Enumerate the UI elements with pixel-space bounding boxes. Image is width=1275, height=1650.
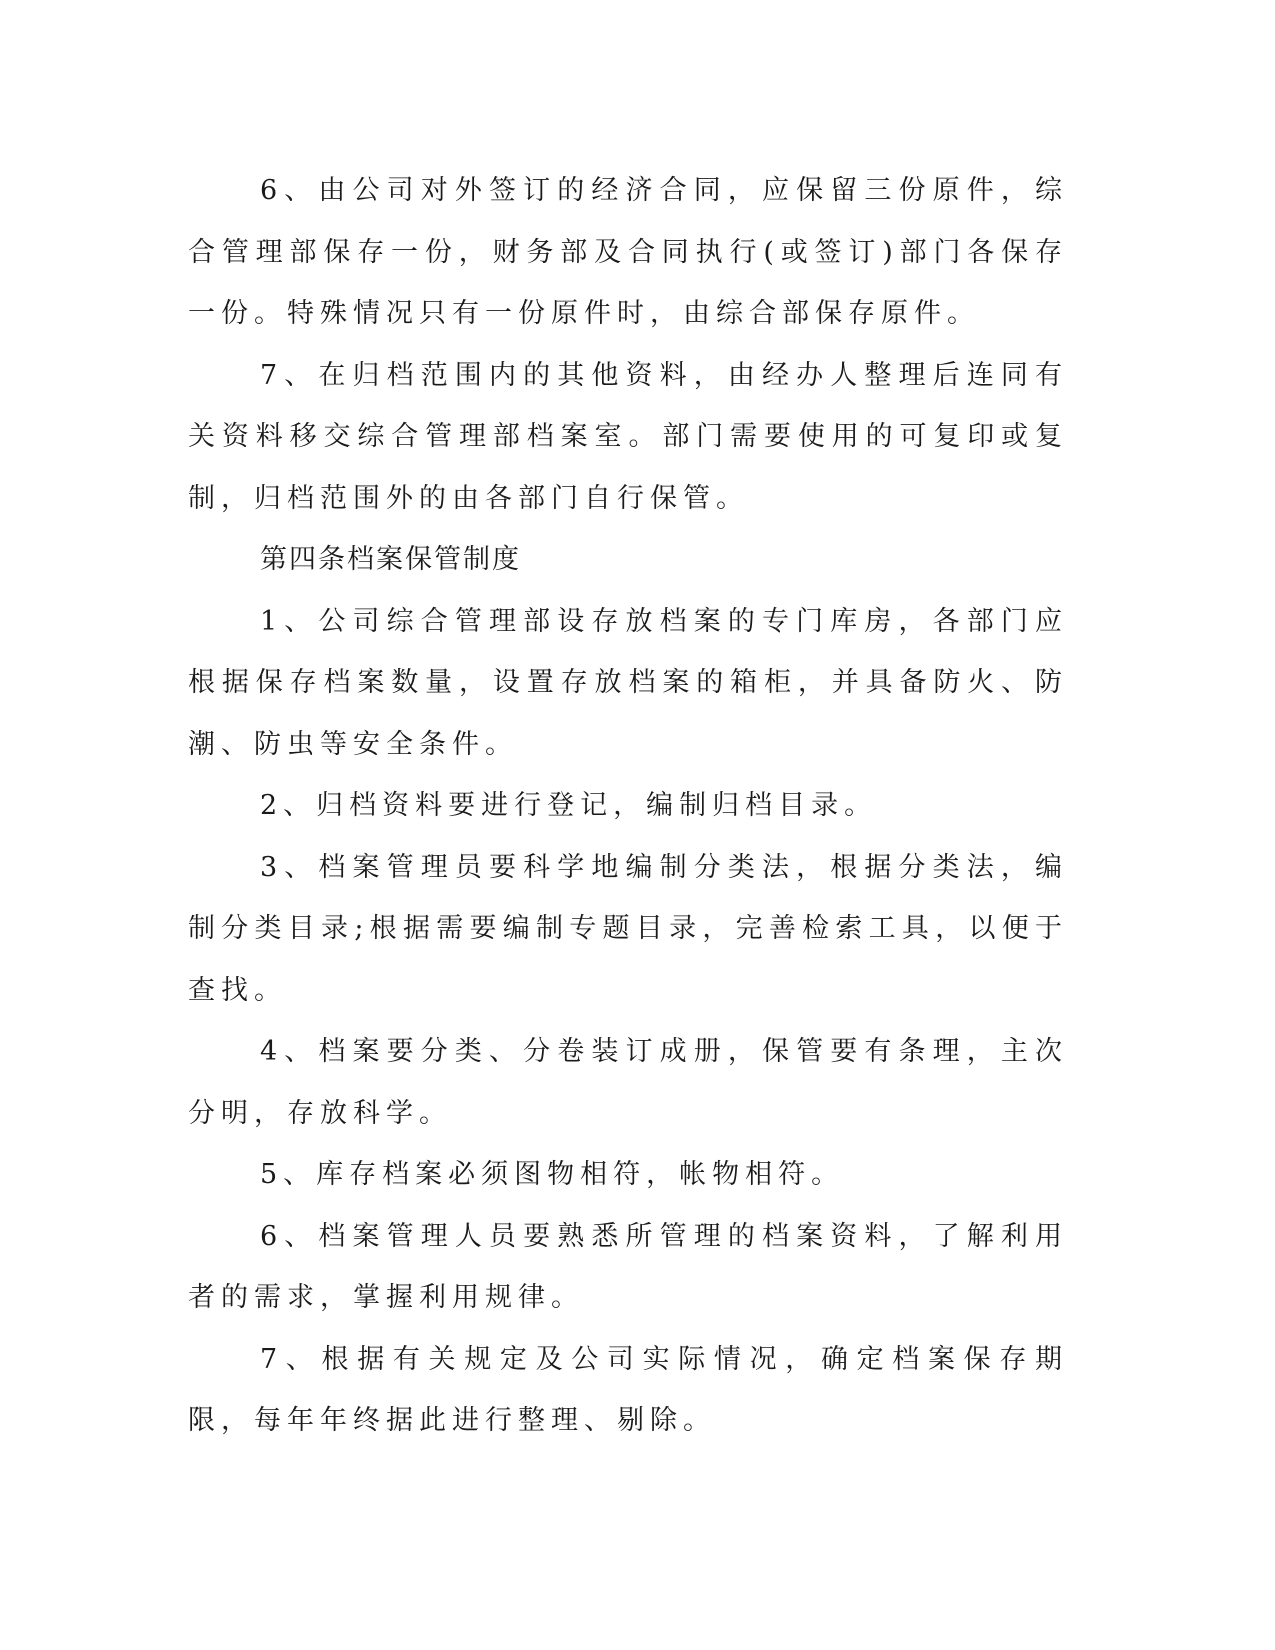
paragraph-contract-originals: 6、由公司对外签订的经济合同，应保留三份原件，综合管理部保存一份，财务部及合同执行(或签订)部门各保存一份。特殊情况只有一份原件时，由综合部保存原件。 — [188, 175, 1068, 329]
paragraph-other-materials: 7、在归档范围内的其他资料，由经办人整理后连同有关资料移交综合管理部档案室。部门需要使用的可复印或复制，归档范围外的由各部门自行保管。 — [188, 359, 1068, 514]
paragraph-inventory-match: 5、库存档案必须图物相符，帐物相符。 — [260, 1159, 845, 1190]
paragraph-retention-period: 7、根据有关规定及公司实际情况，确定档案保存期限，每年年终据此进行整理、剔除。 — [188, 1343, 1068, 1436]
section-heading-archive-custody: 第四条档案保管制度 — [260, 544, 521, 575]
paragraph-registration: 2、归档资料要进行登记，编制归档目录。 — [260, 790, 878, 821]
document-body — [188, 160, 1068, 1452]
paragraph-storage-room: 1、公司综合管理部设存放档案的专门库房，各部门应根据保存档案数量，设置存放档案的箱柜，并具备防火、防潮、防虫等安全条件。 — [188, 605, 1068, 760]
paragraph-binding: 4、档案要分类、分卷装订成册，保管要有条理，主次分明，存放科学。 — [188, 1036, 1068, 1129]
paragraph-familiarity: 6、档案管理人员要熟悉所管理的档案资料，了解利用者的需求，掌握利用规律。 — [188, 1220, 1068, 1313]
paragraph-classification: 3、档案管理员要科学地编制分类法，根据分类法，编制分类目录;根据需要编制专题目录，完善检索工具，以便于查找。 — [188, 851, 1068, 1006]
